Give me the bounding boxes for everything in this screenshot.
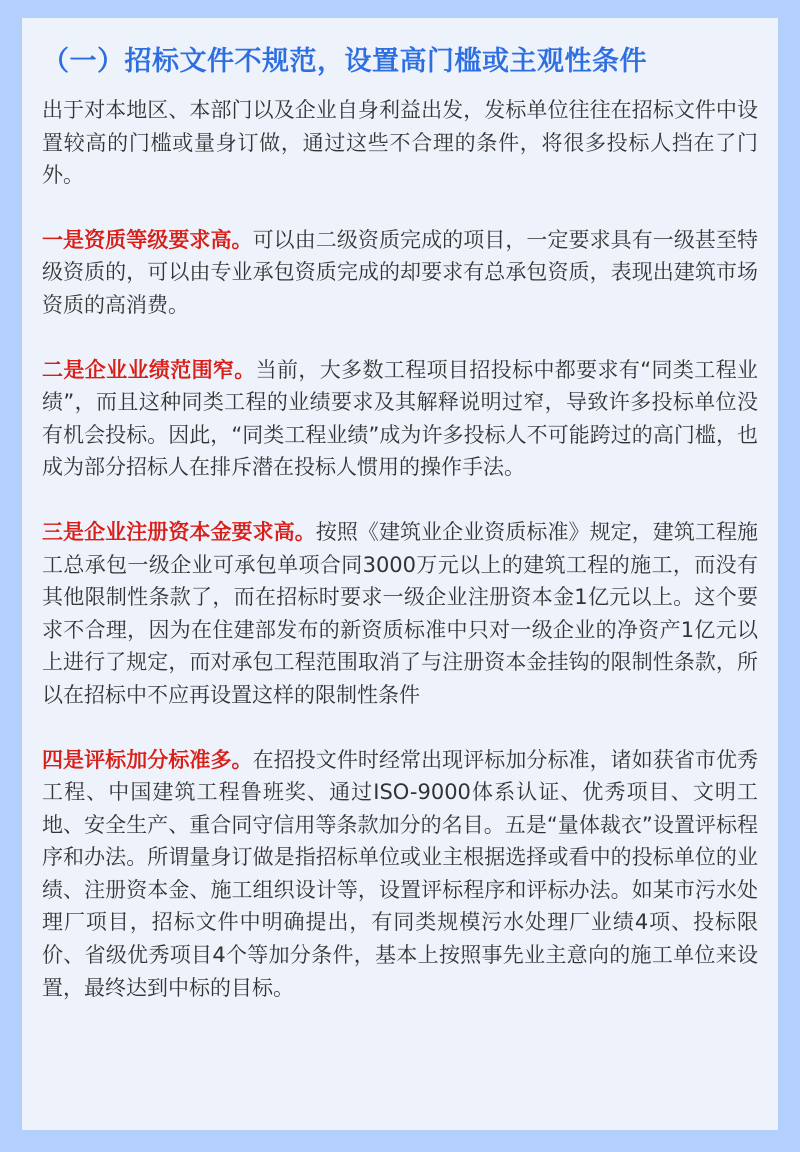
section-title: （一）招标文件不规范，设置高门槛或主观性条件 bbox=[42, 46, 647, 77]
paragraph-capital bbox=[42, 516, 758, 712]
paragraph-text: 可以由二级资质完成的项目，一定要求具有一级甚至特级资质的，可以由专业承包资质完成的却要求有总承包资质，表现出建筑市场资质的高消费。 bbox=[42, 227, 759, 317]
article-card bbox=[22, 18, 778, 1130]
intro-text: 出于对本地区、本部门以及企业自身利益出发，发标单位往往在招标文件中设置较高的门槛或量身订做，通过这些不合理的条件，将很多投标人挡在了门外。 bbox=[42, 98, 758, 188]
paragraph-text: 当前，大多数工程项目招投标中都要求有“同类工程业绩”，而且这种同类工程的业绩要求及其解释说明过窄，导致许多投标单位没有机会投标。因此，“同类工程业绩”成为许多投标人不可能跨过的高门槛，也成为部分招标人在排斥潜在投标人惯用的操作手法。 bbox=[42, 357, 758, 480]
paragraph-lead: 二是企业业绩范围窄。 bbox=[42, 357, 256, 382]
paragraph-lead: 四是评标加分标准多。 bbox=[42, 747, 253, 772]
paragraph-lead: 三是企业注册资本金要求高。 bbox=[42, 519, 316, 544]
paragraph-text: 按照《建筑业企业资质标准》规定，建筑工程施工总承包一级企业可承包单项合同3000万元以上的建筑工程的施工，而没有其他限制性条款了，而在招标时要求一级企业注册资本金1亿元以上。这个要求不合理，因为在住建部发布的新资质标准中只对一级企业的净资产1亿元以上进行了规定，而对承包工程范围取消了与注册资本金挂钩的限制性条款，所以在招标中不应再设置这样的限制性条件 bbox=[42, 519, 759, 707]
paragraph-performance bbox=[42, 354, 758, 484]
paragraph-text: 在招投文件时经常出现评标加分标准，诸如获省市优秀工程、中国建筑工程鲁班奖、通过ISO-9000体系认证、优秀项目、文明工地、安全生产、重合同守信用等条款加分的名目。五是“量体裁衣”设置评标程序和办法。所谓量身订做是指招标单位或业主根据选择或看中的投标单位的业绩、注册资本金、施工组织设计等，设置评标程序和评标办法。如某市污水处理厂项目，招标文件中明确提出，有同类规模污水处理厂业绩4项、投标限价、省级优秀项目4个等加分条件，基本上按照事先业主意向的施工单位来设置，最终达到中标的目标。 bbox=[42, 747, 759, 1000]
paragraph-qualification bbox=[42, 224, 758, 322]
paragraph-scoring bbox=[42, 744, 758, 1005]
intro-paragraph bbox=[42, 94, 758, 192]
paragraph-lead: 一是资质等级要求高。 bbox=[42, 227, 253, 252]
